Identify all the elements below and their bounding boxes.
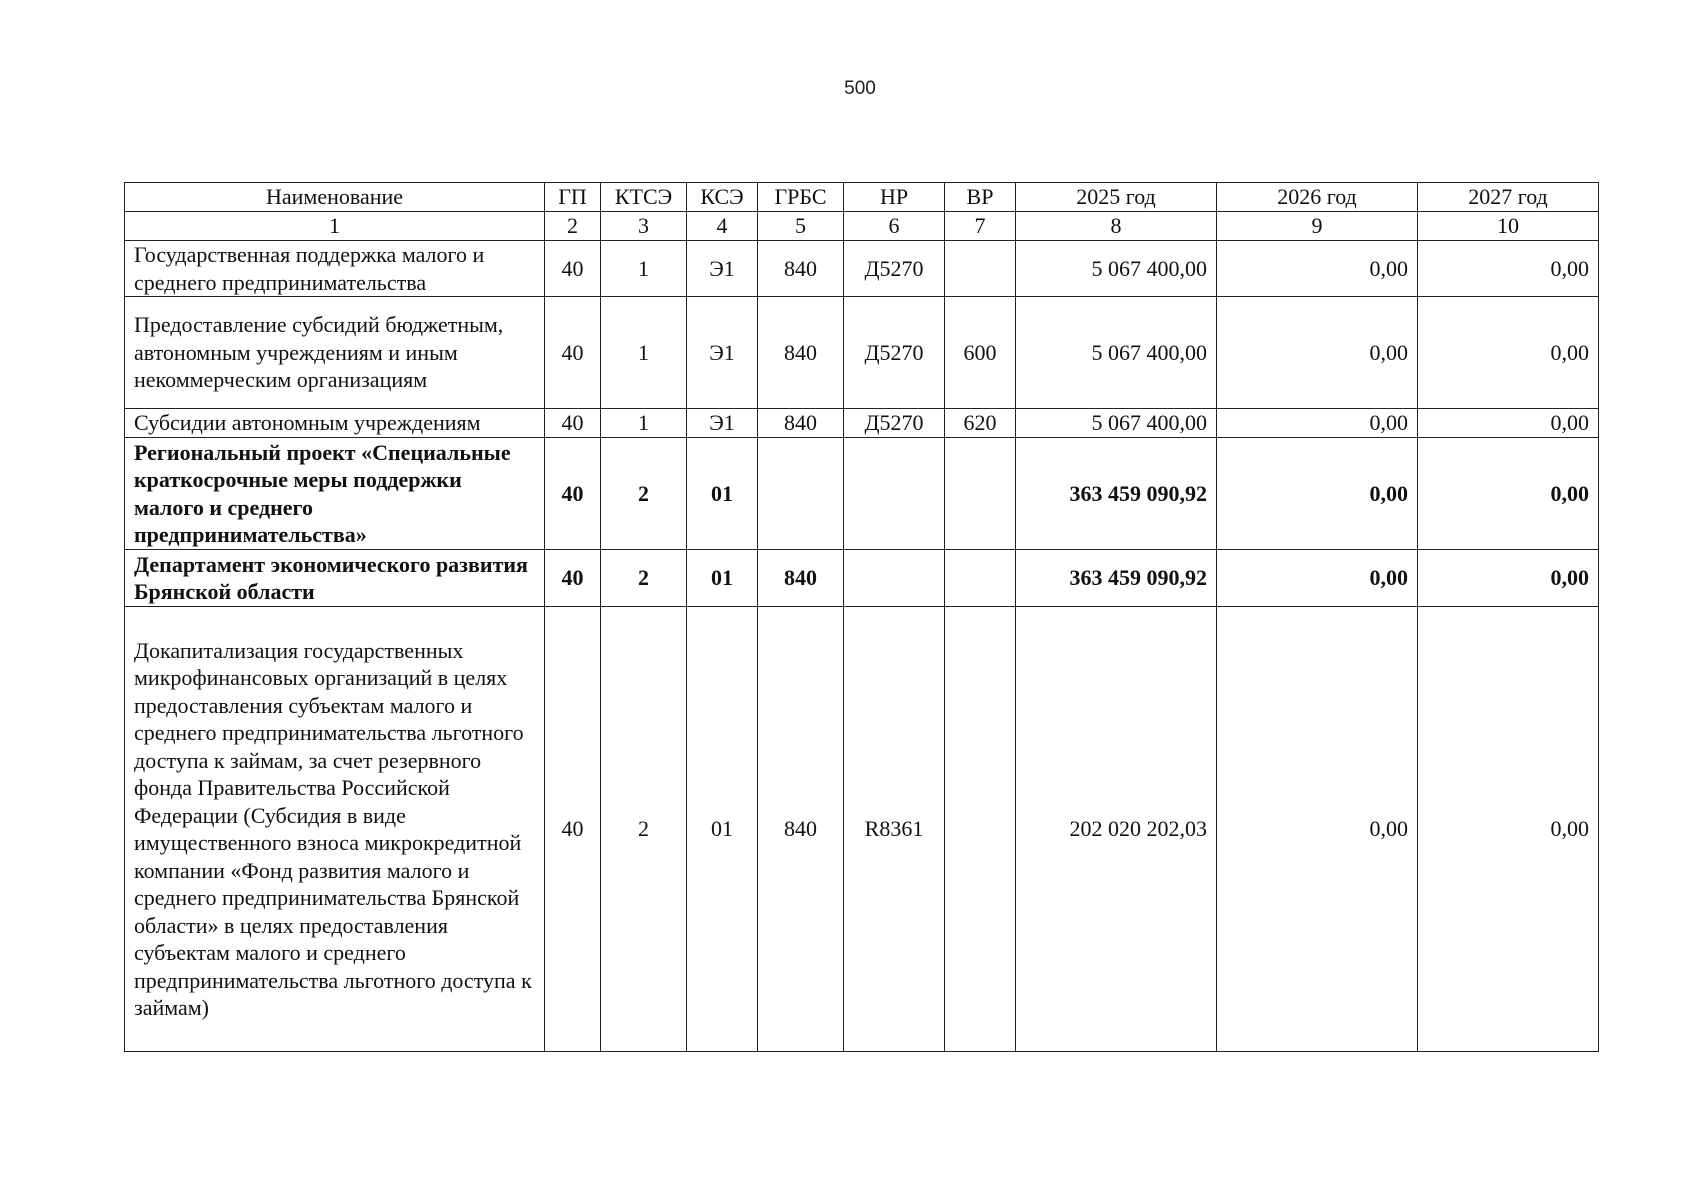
table-row (125, 297, 1599, 409)
row-grbs: 840 (758, 297, 844, 409)
budget-table (124, 182, 1599, 1052)
row-ktse: 2 (601, 550, 687, 607)
row-kse: Э1 (687, 241, 758, 297)
row-kse: 01 (687, 438, 758, 550)
row-gp: 40 (545, 438, 601, 550)
header-grbs: ГРБС (758, 183, 844, 212)
row-gp: 40 (545, 241, 601, 297)
row-nr: Д5270 (844, 409, 945, 438)
row-grbs: 840 (758, 607, 844, 1052)
column-number: 8 (1016, 212, 1217, 241)
row-name: Субсидии автономным учреждениям (125, 409, 545, 438)
header-2025: 2025 год (1016, 183, 1217, 212)
row-vr (945, 607, 1016, 1052)
row-ktse: 2 (601, 607, 687, 1052)
column-number-row (125, 212, 1599, 241)
row-vr: 620 (945, 409, 1016, 438)
row-2026: 0,00 (1217, 550, 1418, 607)
row-name: Департамент экономического развития Брянской области (125, 550, 545, 607)
row-ktse: 1 (601, 409, 687, 438)
row-grbs: 840 (758, 241, 844, 297)
header-row (125, 183, 1599, 212)
row-kse: 01 (687, 607, 758, 1052)
row-2025: 5 067 400,00 (1016, 409, 1217, 438)
row-kse: 01 (687, 550, 758, 607)
row-gp: 40 (545, 297, 601, 409)
row-kse: Э1 (687, 409, 758, 438)
row-2027: 0,00 (1418, 438, 1599, 550)
column-number: 5 (758, 212, 844, 241)
column-number: 3 (601, 212, 687, 241)
row-2025: 202 020 202,03 (1016, 607, 1217, 1052)
row-name: Государственная поддержка малого и среднего предпринимательства (125, 241, 545, 297)
row-nr: R8361 (844, 607, 945, 1052)
row-name: Докапитализация государственных микрофинансовых организаций в целях предоставления субъектам малого и среднего предпринимательства льготного доступа к займам, за счет резервного фонда Правительства Российской Федерации (Субсидия в виде имущественного взноса микрокредитной компании «Фонд развития малого и среднего предпринимательства Брянской области» в целях предоставления субъектам малого и среднего предпринимательства льготного доступа к займам) (125, 607, 545, 1052)
row-2026: 0,00 (1217, 438, 1418, 550)
row-vr (945, 241, 1016, 297)
row-2027: 0,00 (1418, 409, 1599, 438)
row-nr: Д5270 (844, 297, 945, 409)
row-grbs (758, 438, 844, 550)
row-grbs: 840 (758, 409, 844, 438)
row-2026: 0,00 (1217, 607, 1418, 1052)
row-2027: 0,00 (1418, 241, 1599, 297)
column-number: 1 (125, 212, 545, 241)
header-2026: 2026 год (1217, 183, 1418, 212)
column-number: 9 (1217, 212, 1418, 241)
page-number: 500 (844, 78, 876, 99)
table-row (125, 438, 1599, 550)
row-vr (945, 550, 1016, 607)
row-ktse: 1 (601, 241, 687, 297)
header-ktse: КТСЭ (601, 183, 687, 212)
row-ktse: 2 (601, 438, 687, 550)
table-row (125, 241, 1599, 297)
row-nr (844, 550, 945, 607)
row-vr: 600 (945, 297, 1016, 409)
row-gp: 40 (545, 409, 601, 438)
row-gp: 40 (545, 550, 601, 607)
column-number: 2 (545, 212, 601, 241)
column-number: 6 (844, 212, 945, 241)
row-2026: 0,00 (1217, 241, 1418, 297)
header-2027: 2027 год (1418, 183, 1599, 212)
header-kse: КСЭ (687, 183, 758, 212)
row-ktse: 1 (601, 297, 687, 409)
row-name: Региональный проект «Специальные краткосрочные меры поддержки малого и среднего предпринимательства» (125, 438, 545, 550)
row-nr: Д5270 (844, 241, 945, 297)
table-row (125, 409, 1599, 438)
row-2025: 363 459 090,92 (1016, 438, 1217, 550)
column-number: 7 (945, 212, 1016, 241)
row-2027: 0,00 (1418, 297, 1599, 409)
row-2025: 5 067 400,00 (1016, 297, 1217, 409)
row-2026: 0,00 (1217, 409, 1418, 438)
column-number: 4 (687, 212, 758, 241)
row-grbs: 840 (758, 550, 844, 607)
header-nr: НР (844, 183, 945, 212)
row-2025: 363 459 090,92 (1016, 550, 1217, 607)
row-2025: 5 067 400,00 (1016, 241, 1217, 297)
header-gp: ГП (545, 183, 601, 212)
header-name: Наименование (125, 183, 545, 212)
header-vr: ВР (945, 183, 1016, 212)
row-name: Предоставление субсидий бюджетным, автономным учреждениям и иным некоммерческим организациям (125, 297, 545, 409)
row-2026: 0,00 (1217, 297, 1418, 409)
row-kse: Э1 (687, 297, 758, 409)
row-2027: 0,00 (1418, 607, 1599, 1052)
row-vr (945, 438, 1016, 550)
row-2027: 0,00 (1418, 550, 1599, 607)
row-gp: 40 (545, 607, 601, 1052)
row-nr (844, 438, 945, 550)
table-row (125, 550, 1599, 607)
column-number: 10 (1418, 212, 1599, 241)
table-row (125, 607, 1599, 1052)
